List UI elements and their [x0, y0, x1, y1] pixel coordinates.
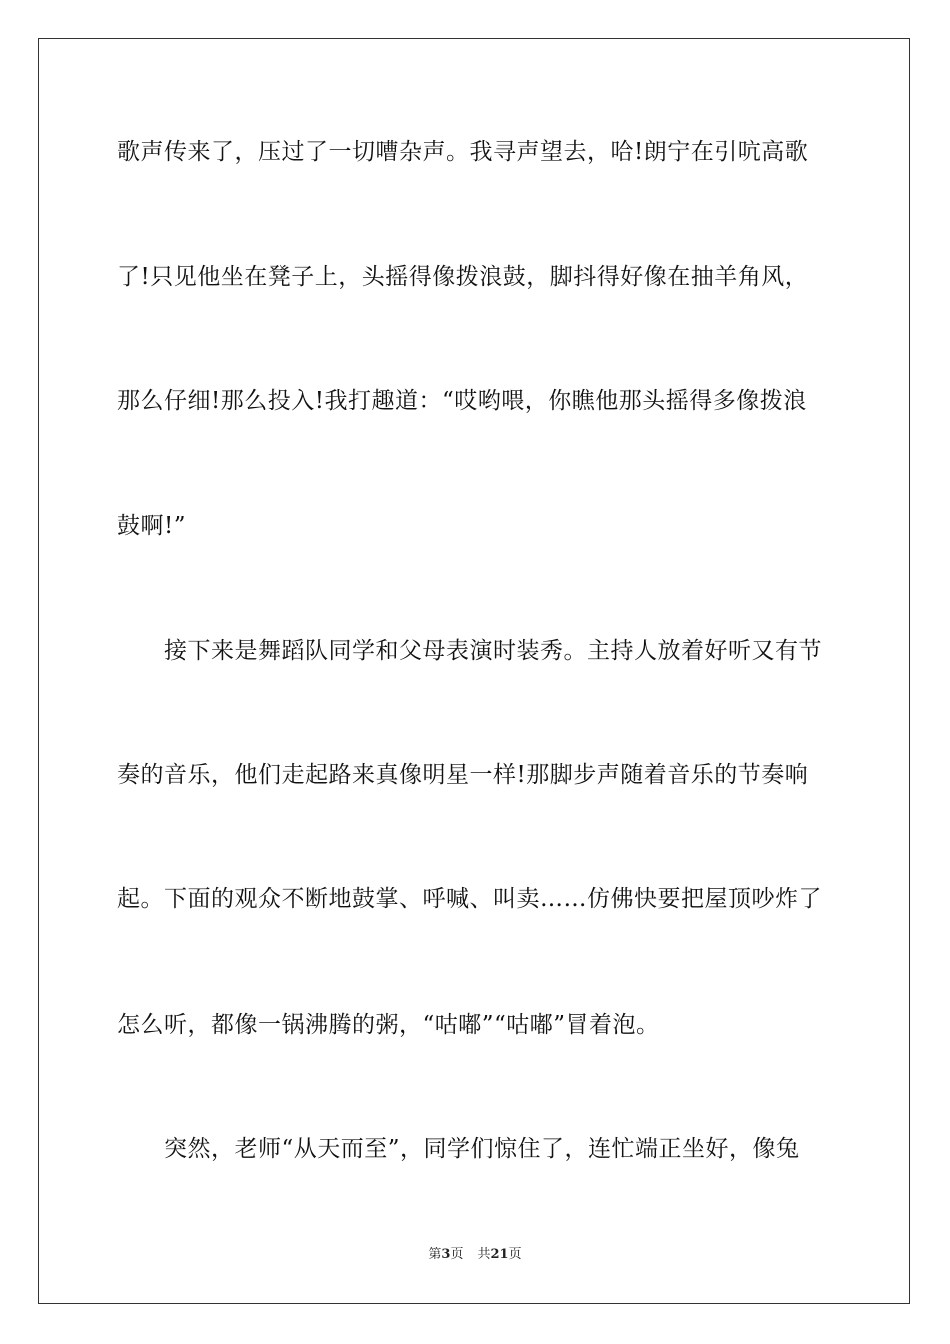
- page-footer: [0, 1246, 950, 1264]
- total-pages: 21: [490, 1247, 509, 1262]
- text-line-6: 奏的音乐，他们走起路来真像明星一样!那脚步声随着音乐的节奏响: [117, 762, 809, 788]
- text-line-4: 鼓啊!”: [117, 513, 187, 539]
- text-line-8: 怎么听，都像一锅沸腾的粥，“咕嘟”“咕嘟”冒着泡。: [117, 1012, 660, 1038]
- page-border: [38, 38, 910, 1304]
- page-suffix: 页: [450, 1247, 464, 1262]
- text-line-7: 起。下面的观众不断地鼓掌、呼喊、叫卖……仿佛快要把屋顶吵炸了: [117, 886, 822, 912]
- text-line-5: 接下来是舞蹈队同学和父母表演时装秀。主持人放着好听又有节: [164, 638, 822, 664]
- total-suffix: 页: [508, 1247, 522, 1262]
- page-prefix: 第: [428, 1247, 442, 1262]
- text-line-1: 歌声传来了，压过了一切嘈杂声。我寻声望去，哈!朗宁在引吭高歌: [117, 139, 809, 165]
- total-prefix: 共: [477, 1247, 491, 1262]
- page-number: 3: [441, 1247, 451, 1262]
- text-line-9: 突然，老师“从天而至”，同学们惊住了，连忙端正坐好，像兔: [164, 1136, 800, 1162]
- text-line-2: 了!只见他坐在凳子上，头摇得像拨浪鼓，脚抖得好像在抽羊角风，: [117, 264, 809, 290]
- text-line-3: 那么仔细!那么投入!我打趣道：“哎哟喂，你瞧他那头摇得多像拨浪: [117, 388, 807, 414]
